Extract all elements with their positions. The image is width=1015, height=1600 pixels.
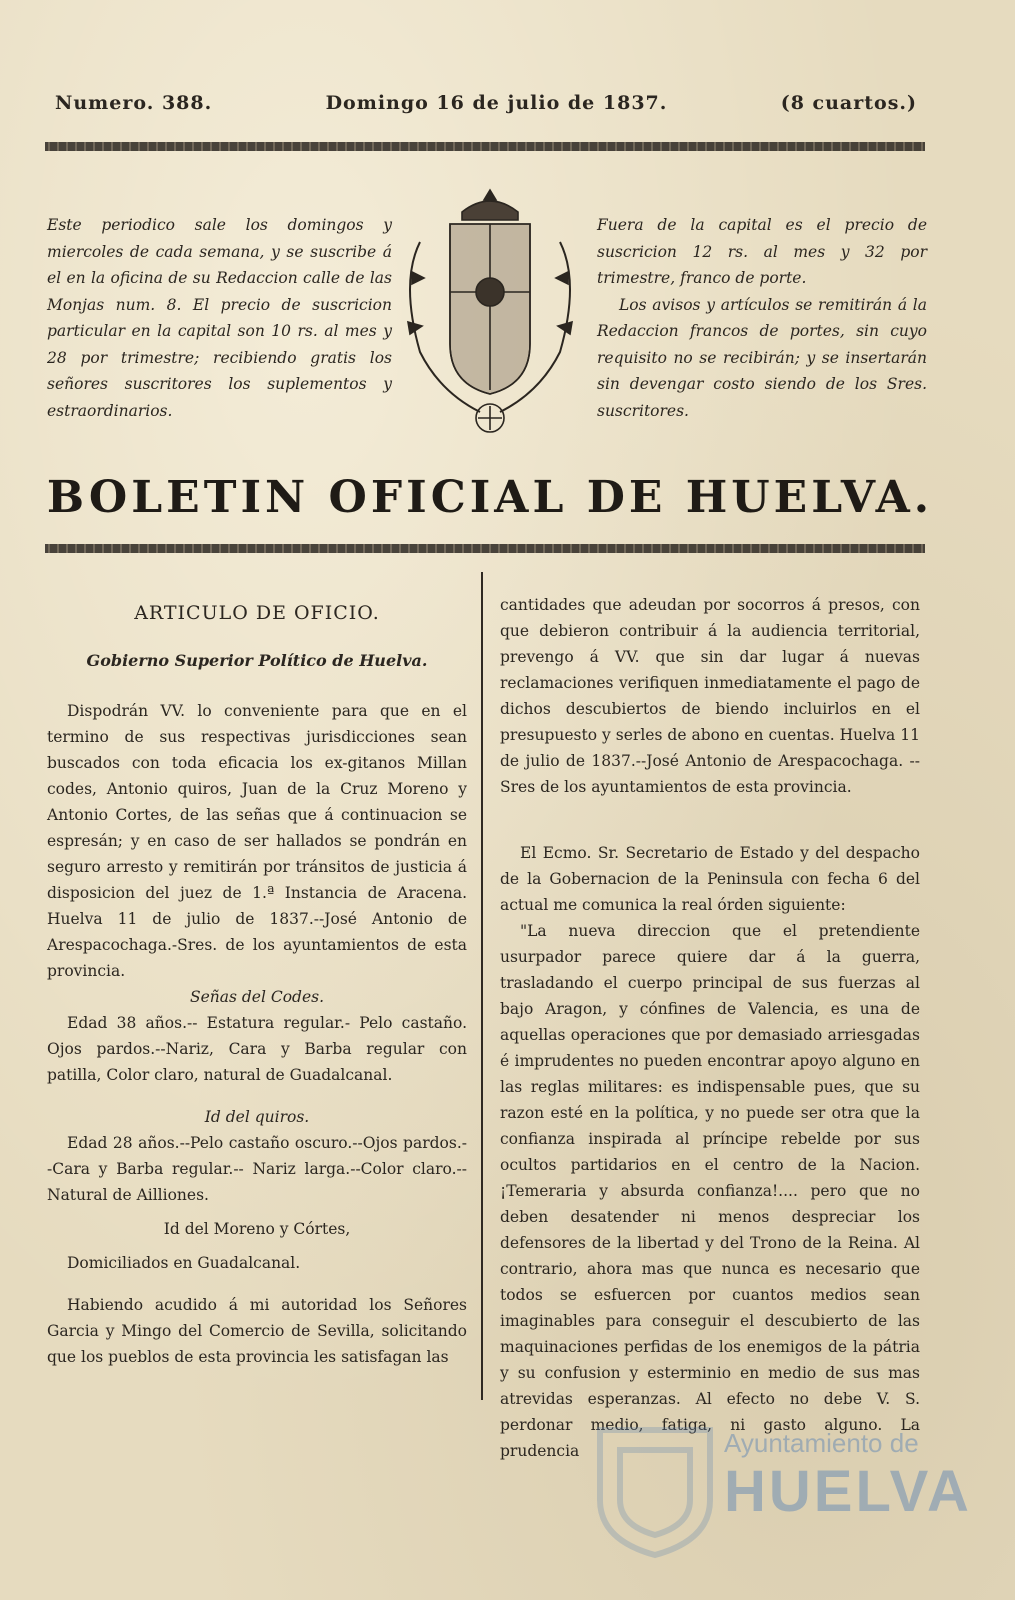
subscription-info-left (47, 212, 392, 424)
royal-crest-icon (390, 182, 590, 444)
article-title: ARTICULO DE OFICIO. (134, 602, 380, 624)
senas-moreno-title: Id del Moreno y Córtes, (163, 1220, 351, 1238)
paragraph-royal-order-intro: El Ecmo. Sr. Secretario de Estado y del despacho de la Gobernacion de la Peninsula con fecha 6 del actual me comunica la real órden siguiente: (500, 844, 920, 914)
masthead-title: BOLETIN OFICIAL DE HUELVA. (46, 472, 934, 523)
senas-codes-title: Señas del Codes. (189, 988, 325, 1006)
subscription-info-right (597, 212, 927, 424)
paragraph-wanted-notice: Dispodrán VV. lo conveniente para que en el termino de sus respectivas jurisdicciones sean buscados con toda eficacia los ex-gitanos Millan codes, Antonio quiros, Juan de la Cruz Moreno y Antonio Cortes, de las señas que á continuacion se espresán; y en caso de ser hallados se pondrán en seguro arresto y remitirán por tránsitos de justicia á disposicion del juez de 1.ª Instancia de Aracena. Huelva 11 de julio de 1837.--José Antonio de Arespacochaga.-Sres. de los ayuntamientos de esta provincia. (47, 702, 467, 980)
issue-price: (8 cuartos.) (780, 92, 917, 114)
right-column (500, 592, 920, 1464)
senas-quiros-title: Id del quiros. (204, 1108, 310, 1126)
paragraph-royal-order: "La nueva direccion que el pretendiente usurpador parece quiere dar á la guerra, trasladando el cuerpo principal de sus fuerzas al bajo Aragon, y cónfines de Valencia, es una de aquellas operaciones que por demasiado arriesgadas é imprudentes no pueden encontrar apoyo alguno en las reglas militares: es indispensable pues, que su razon esté en la política, y no puede ser otra que la confianza inspirada al príncipe rebelde por sus ocultos partidarios en el centro de la Nacion. ¡Temeraria y absurda confianza!.... pero que no deben desatender ni menos despreciar los defensores de la libertad y del Trono de la Reina. Al contrario, ahora mas que nunca es necesario que todos se esfuercen por cuantos medios sean imaginables para conseguir el descubierto de las maquinaciones perfidas de los enemigos de la pátria y su confusion y esterminio en medio de sus mas atrevidas esperanzas. Al efecto no debe V. S. perdonar medio, fatiga, ni gasto alguno. La prudencia (500, 922, 920, 1460)
left-column (47, 592, 467, 1370)
paragraph-payment: cantidades que adeudan por socorros á presos, con que debieron contribuir á la audiencia territorial, prevengo á VV. que sin dar lugar á nuevas reclamaciones verifiquen inmediatamente el pago de dichos descubiertos de biendo incluirlos en el presupuesto y serles de abono en cuentas. Huelva 11 de julio de 1837.--José Antonio de Arespacochaga. --Sres de los ayuntamientos de esta provincia. (500, 596, 920, 796)
header-rule (45, 142, 925, 151)
domiciliados-text: Domiciliados en Guadalcanal. (67, 1254, 301, 1272)
subscription-text: Este periodico sale los domingos y miercoles de cada semana, y se suscribe á el en la oficina de su Redaccion calle de las Monjas num. 8. El precio de suscricion particular en la capital son 10 rs. al mes y 28 por trimestre; recibiendo gratis los señores suscritores los suplementos y estraordinarios. (47, 216, 392, 420)
senas-quiros-text: Edad 28 años.--Pelo castaño oscuro.--Ojos pardos.--Cara y Barba regular.-- Nariz larga.--Color claro.-- Natural de Ailliones. (47, 1134, 467, 1204)
watermark-line1: Ayuntamiento de (724, 1428, 919, 1458)
column-divider (481, 572, 483, 1400)
watermark-line2: HUELVA (724, 1459, 972, 1524)
issue-header (55, 92, 917, 114)
issue-date: Domingo 16 de julio de 1837. (325, 92, 668, 114)
masthead-rule (45, 544, 925, 553)
paragraph-creditors: Habiendo acudido á mi autoridad los Señores Garcia y Mingo del Comercio de Sevilla, solicitando que los pueblos de esta provincia les satisfagan las (47, 1296, 467, 1366)
subscription-outside-capital: Fuera de la capital es el precio de suscricion 12 rs. al mes y 32 por trimestre, franco de porte. (597, 216, 927, 287)
senas-codes-text: Edad 38 años.-- Estatura regular.- Pelo castaño. Ojos pardos.--Nariz, Cara y Barba regular con patilla, Color claro, natural de Guadalcanal. (47, 1014, 467, 1084)
article-subhead: Gobierno Superior Político de Huelva. (86, 651, 428, 670)
issue-number: Numero. 388. (55, 92, 213, 114)
subscription-notices: Los avisos y artículos se remitirán á la Redaccion francos de portes, sin cuyo requisito no se recibirán; y se insertarán sin devengar costo siendo de los Sres. suscritores. (597, 295, 927, 420)
